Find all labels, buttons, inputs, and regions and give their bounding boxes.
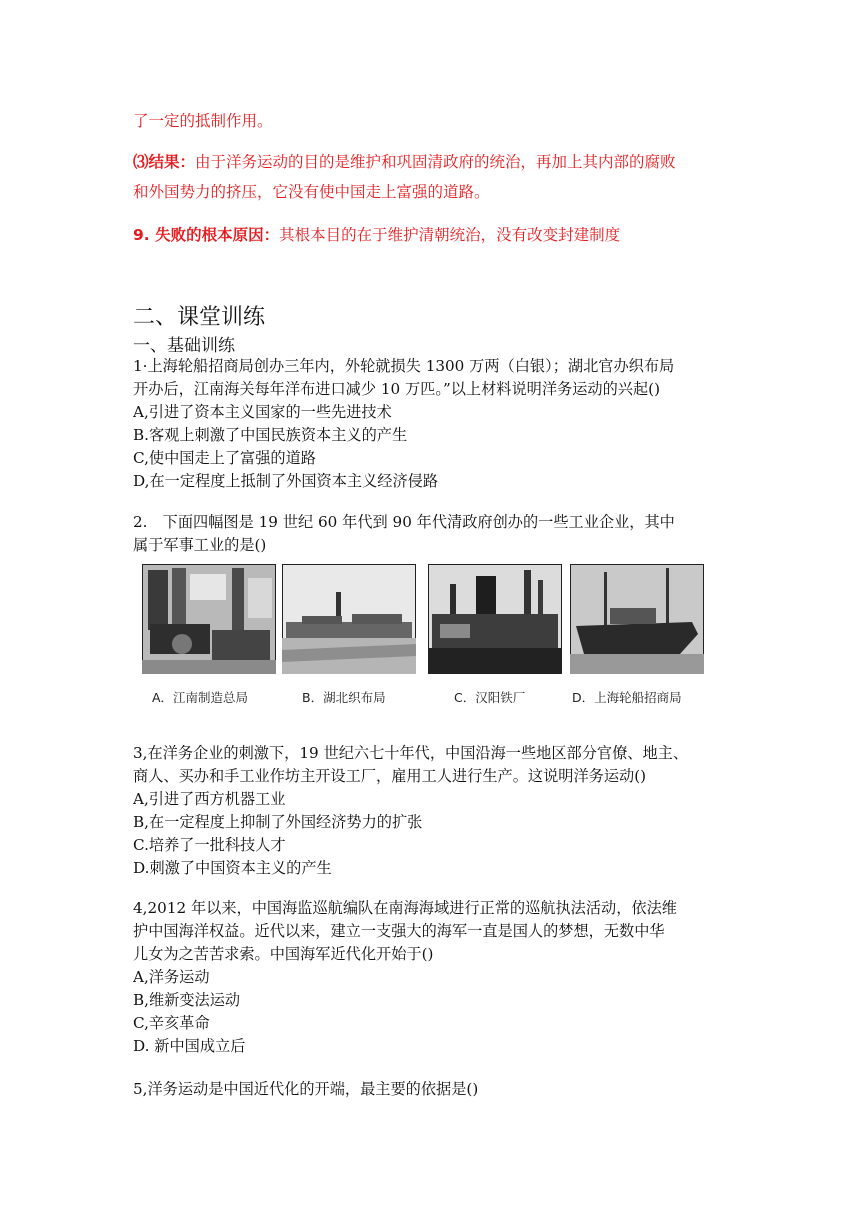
option-b: B,在一定程度上抑制了外国经济势力的扩张	[133, 813, 423, 831]
figure-caption-d: D．上海轮船招商局	[572, 690, 682, 705]
question-3	[133, 742, 733, 880]
question-line: 护中国海洋权益。近代以来，建立一支强大的海军一直是国人的梦想，无数中华	[133, 922, 665, 940]
section-title: 二、课堂训练	[133, 305, 266, 330]
figure-caption-c: C．汉阳铁厂	[454, 690, 526, 705]
factory-interior-photo	[142, 564, 276, 674]
option-a: A,引进了资本主义国家的一些先进技术	[133, 403, 392, 421]
result-paragraph-line-1	[133, 148, 676, 176]
question-line: 5,洋务运动是中国近代化的开端，最主要的依据是()	[133, 1080, 479, 1098]
question-2	[133, 511, 733, 557]
option-d: D.刺激了中国资本主义的产生	[133, 859, 332, 877]
option-d: D,在一定程度上抵制了外国资本主义经济侵路	[133, 472, 439, 490]
option-b: B.客观上刺激了中国民族资本主义的产生	[133, 426, 408, 444]
continuation-line: 了一定的抵制作用。	[133, 112, 273, 130]
steamship-photo	[570, 564, 704, 674]
question-4	[133, 897, 733, 1058]
result-text-2: 和外国势力的挤压，它没有使中国走上富强的道路。	[133, 183, 490, 201]
question-line: 4,2012 年以来，中国海监巡航编队在南海海域进行正常的巡航执法活动，依法维	[133, 899, 677, 917]
option-a: A,引进了西方机器工业	[133, 790, 286, 808]
subsection-title: 一、基础训练	[133, 336, 235, 356]
question-line: 属于军事工业的是()	[133, 536, 267, 554]
question-line: 商人、买办和手工业作坊主开设工厂，雇用工人进行生产。这说明洋务运动()	[133, 767, 647, 785]
option-c: C,使中国走上了富强的道路	[133, 449, 316, 467]
option-b: B,维新变法运动	[133, 991, 241, 1009]
question-line: 2. 下面四幅图是 19 世纪 60 年代到 90 年代清政府创办的一些工业企业，其中	[133, 513, 675, 531]
figure-row	[142, 564, 724, 712]
ironworks-photo	[428, 564, 562, 674]
question-line: 1·上海轮船招商局创办三年内，外轮就损失 1300 万两（白银）；湖北官办织布局	[133, 357, 675, 375]
figure-caption-a: A．江南制造总局	[152, 690, 249, 705]
failure-cause-text: 其根本目的在于维护清朝统治，没有改变封建制度	[279, 226, 621, 244]
question-line: 3,在洋务企业的刺激下，19 世纪六七十年代，中国沿海一些地区部分官僚、地主、	[133, 744, 689, 762]
result-label: ⑶结果：	[133, 153, 196, 171]
failure-cause-line	[133, 221, 620, 249]
question-5	[133, 1078, 733, 1101]
question-line: 儿女为之苦苦求索。中国海军近代化开始于()	[133, 945, 434, 963]
question-1	[133, 355, 733, 493]
textile-mill-photo	[282, 564, 416, 674]
question-line: 开办后，江南海关每年洋布进口减少 10 万匹。”以上材料说明洋务运动的兴起()	[133, 380, 660, 398]
option-d: D. 新中国成立后	[133, 1037, 246, 1055]
result-text-1: 由于洋务运动的目的是维护和巩固清政府的统治，再加上其内部的腐败	[195, 153, 676, 171]
failure-cause-label: 9. 失败的根本原因：	[133, 226, 280, 244]
option-c: C,辛亥革命	[133, 1014, 210, 1032]
option-a: A,洋务运动	[133, 968, 210, 986]
option-c: C.培养了一批科技人才	[133, 836, 286, 854]
figure-caption-b: B．湖北织布局	[302, 690, 386, 705]
